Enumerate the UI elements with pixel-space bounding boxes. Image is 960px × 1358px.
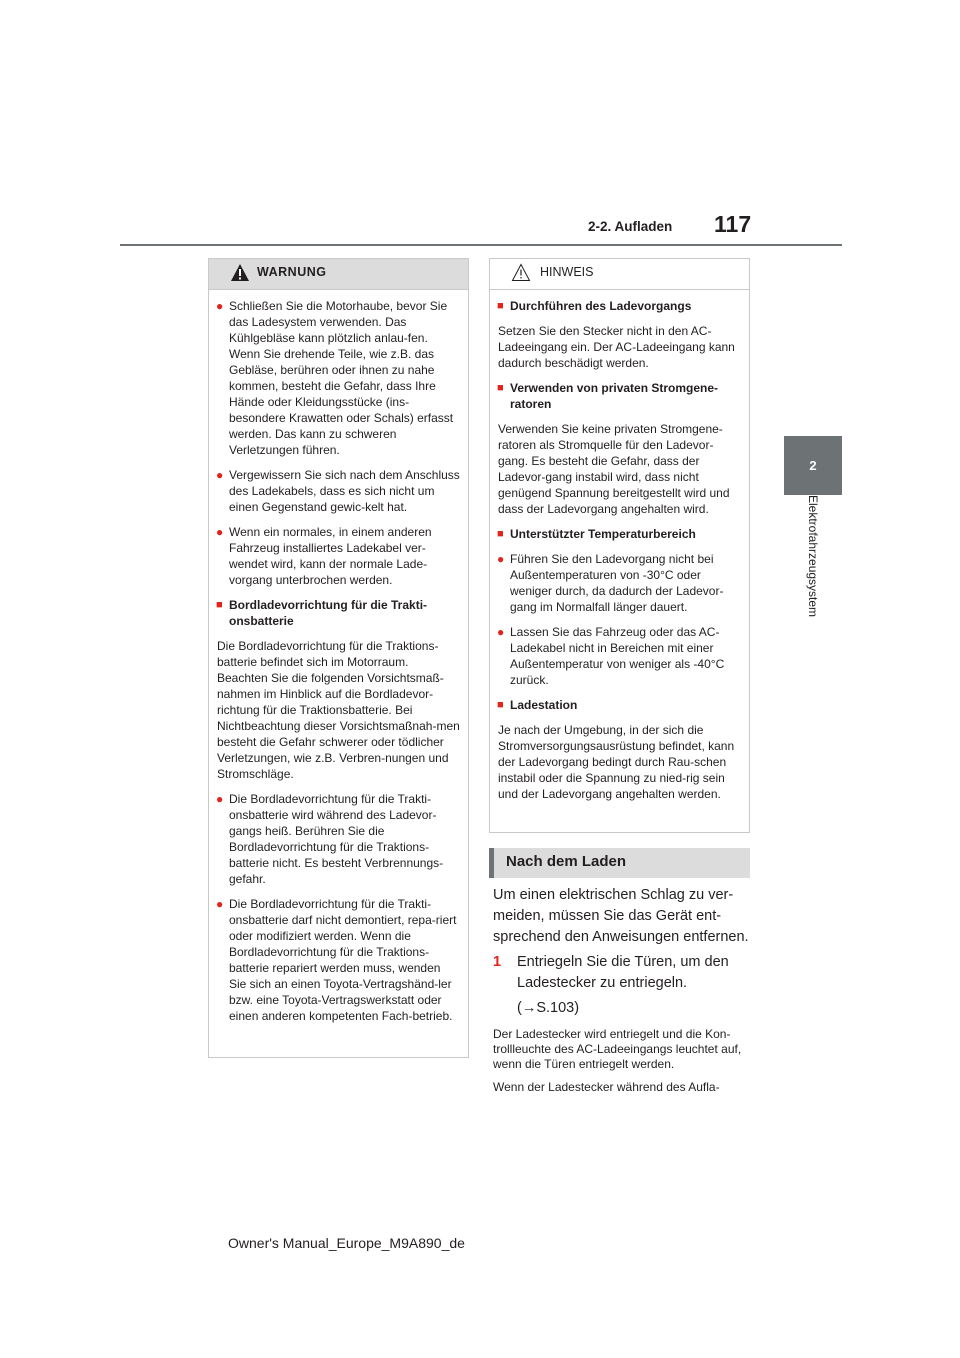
step-note: Wenn der Ladestecker während des Aufla-	[493, 1080, 720, 1094]
page-footer: Owner's Manual_Europe_M9A890_de	[228, 1235, 465, 1251]
caution-triangle-icon	[511, 263, 531, 282]
notice-subheading: ■ Ladestation	[498, 697, 741, 713]
section-heading	[489, 848, 750, 878]
notice-box	[489, 258, 750, 833]
chapter-title	[803, 495, 823, 655]
warning-header	[209, 259, 468, 290]
warning-bullet: ● Die Bordladevorrichtung für die Trakti-onsbatterie darf nicht demontiert, repa-riert oder modifiziert werden. Wenn die Bordladevorrichtung für die Traktions-batterie repariert werden muss, wenden Sie sich an einen Toyota-Vertragshänd-ler bzw. eine Toyota-Vertragswerkstatt oder einen anderen kompetenten Fach-betrieb.	[217, 896, 460, 1024]
warning-subheading: ■ Bordladevorrichtung für die Trakti-onsbatterie	[217, 597, 460, 629]
notice-bullet: ● Führen Sie den Ladevorgang nicht bei Außentemperaturen von -30°C oder weniger durch, da dadurch der Ladevor-gang im Normalfall länger dauert.	[498, 551, 741, 615]
step-text: Entriegeln Sie die Türen, um den Ladestecker zu entriegeln.	[517, 954, 729, 991]
warning-box	[208, 258, 469, 1058]
step-reference-text[interactable]: (→S.103)	[517, 1000, 580, 1016]
notice-subheading: ■ Durchführen des Ladevorgangs	[498, 298, 741, 314]
chapter-tab[interactable]: 2	[784, 436, 842, 495]
notice-title: HINWEIS	[540, 265, 594, 279]
notice-subheading: ■ Verwenden von privaten Stromgene-ratoren	[498, 380, 741, 412]
notice-paragraph: Je nach der Umgebung, in der sich die Stromversorgungsausrüstung befindet, kann der Ladevorgang bedingt durch Rau-schen instabil oder die Spannung zu nied-rig sein und der Ladevorgang angehalten werden.	[498, 723, 735, 801]
page-number: 117	[714, 211, 752, 237]
section-body	[493, 885, 753, 1099]
notice-paragraph: Verwenden Sie keine privaten Stromgene-ratoren als Stromquelle für den Ladevor-gang. Es besteht die Gefahr, dass der Ladevor-gang instabil wird, dass nicht genügend Spannung bereitgestellt wird und dass der Ladevorgang angehalten wird.	[498, 422, 730, 516]
intro-paragraph: Um einen elektrischen Schlag zu ver-meiden, müssen Sie das Gerät ent-sprechend den Anweisungen entfernen.	[493, 887, 749, 945]
notice-paragraph: Setzen Sie den Stecker nicht in den AC-Ladeeingang ein. Der AC-Ladeeingang kann dadurch beschädigt werden.	[498, 324, 735, 370]
header-rule	[120, 244, 842, 246]
chapter-title-text: Elektrofahrzeugsystem	[806, 495, 820, 618]
warning-title: WARNUNG	[257, 265, 327, 279]
notice-bullet: ● Lassen Sie das Fahrzeug oder das AC-Ladekabel nicht in Bereichen mit einer Außentemperatur von weniger als -40°C zurück.	[498, 624, 741, 688]
warning-bullet: ● Schließen Sie die Motorhaube, bevor Sie das Ladesystem verwenden. Das Kühlgebläse kann plötzlich anlau-fen. Wenn Sie drehende Teile, wie z.B. das Gebläse, berühren oder ihnen zu nahe kommen, besteht die Gefahr, dass Ihre Hände oder Kleidungsstücke (ins-besondere Krawatten oder Schals) erfasst werden. Das kann zu schweren Verletzungen führen.	[217, 298, 460, 458]
warning-triangle-icon	[230, 263, 250, 282]
section-heading-text: Nach dem Laden	[506, 853, 627, 870]
warning-bullet: ● Wenn ein normales, in einem anderen Fahrzeug installiertes Ladekabel ver-wendet wird, kann der normale Lade-vorgang unterbrochen werden.	[217, 524, 460, 588]
step-number: 1	[493, 954, 502, 970]
warning-paragraph: Die Bordladevorrichtung für die Traktions-batterie befindet sich im Motorraum. Beachten Sie die folgenden Vorsichtsmaß-nahmen im Hinblick auf die Bordladevor-richtung für die Traktionsbatterie. Bei Nichtbeachtung dieser Vorsichtsmaßnah-men besteht die Gefahr schwerer oder tödlicher Verletzungen, wie z.B. Verbren-nungen und Stromschläge.	[217, 639, 460, 781]
warning-bullet: ● Vergewissern Sie sich nach dem Anschluss des Ladekabels, dass es sich nicht um einen Gegenstand gewic-kelt hat.	[217, 467, 460, 515]
notice-header	[490, 259, 749, 290]
step-reference[interactable]	[493, 998, 753, 1019]
step-note: Der Ladestecker wird entriegelt und die Kon-trollleuchte des AC-Ladeeingangs leuchtet auf, wenn die Türen entriegelt werden.	[493, 1027, 742, 1071]
section-title: 2-2. Aufladen	[588, 219, 673, 234]
notice-subheading: ■ Unterstützter Temperaturbereich	[498, 526, 741, 542]
step-item	[493, 952, 753, 994]
warning-bullet: ● Die Bordladevorrichtung für die Trakti-onsbatterie wird während des Ladevor-gangs heiß. Berühren Sie die Bordladevorrichtung für die Traktions-batterie nicht. Es besteht Verbrennungs-gefahr.	[217, 791, 460, 887]
